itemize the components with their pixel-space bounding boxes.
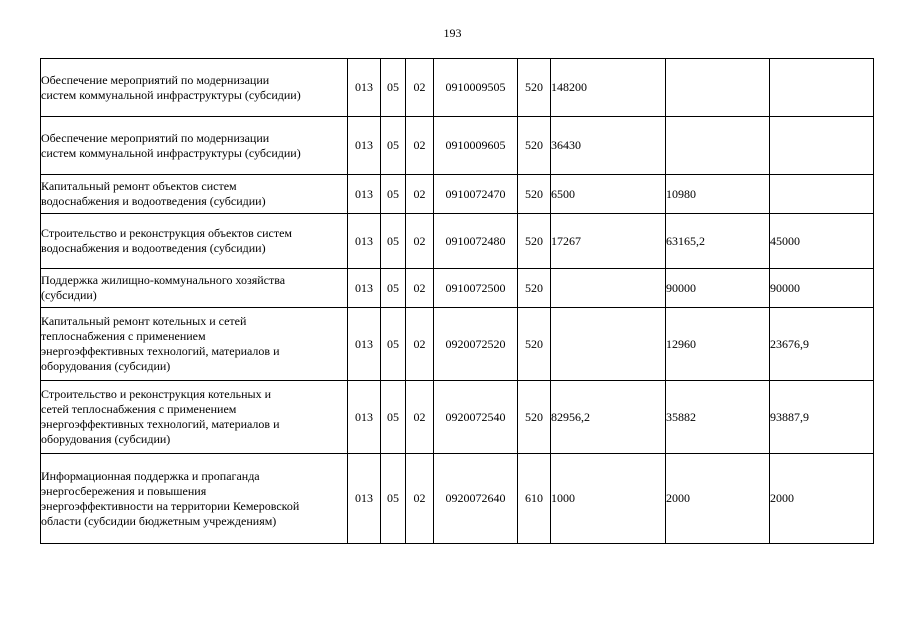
- target-article-cell: 0910009605: [434, 117, 518, 175]
- expense-type-cell: 610: [518, 454, 551, 544]
- target-article-cell: 0920072520: [434, 308, 518, 381]
- amount-year2-cell: 12960: [666, 308, 770, 381]
- section-code-cell: 05: [381, 269, 406, 308]
- amount-year1-cell: 6500: [551, 175, 666, 214]
- section-code-cell: 05: [381, 454, 406, 544]
- expense-type-cell: 520: [518, 308, 551, 381]
- section-code-cell: 05: [381, 175, 406, 214]
- table-row: [41, 175, 874, 214]
- expenditure-name-line: оборудования (субсидии): [41, 359, 171, 373]
- amount-year3-cell: 90000: [770, 269, 874, 308]
- amount-year1-cell: 17267: [551, 214, 666, 269]
- expenditure-name-cell: [41, 269, 348, 308]
- amount-year3-cell: 93887,9: [770, 381, 874, 454]
- amount-year2-cell: [666, 59, 770, 117]
- expenditure-name-line: Обеспечение мероприятий по модернизации: [41, 72, 270, 87]
- subsection-code-cell: 02: [406, 59, 434, 117]
- ministry-code-cell: 013: [348, 214, 381, 269]
- amount-year3-cell: 2000: [770, 454, 874, 544]
- expenditure-name-line: оборудования (субсидии): [41, 432, 171, 446]
- expenditure-name-line: Строительство и реконструкция котельных и: [41, 387, 271, 401]
- table-row: [41, 117, 874, 175]
- amount-year1-cell: 36430: [551, 117, 666, 175]
- expenditure-name-cell: [41, 117, 348, 175]
- amount-year1-cell: 148200: [551, 59, 666, 117]
- expense-type-cell: 520: [518, 59, 551, 117]
- table-row: [41, 454, 874, 544]
- expenditure-name-line: систем коммунальной инфраструктуры (субсидии): [41, 87, 301, 102]
- ministry-code-cell: 013: [348, 381, 381, 454]
- amount-year2-cell: 2000: [666, 454, 770, 544]
- subsection-code-cell: 02: [406, 117, 434, 175]
- amount-year2-cell: [666, 117, 770, 175]
- amount-year3-cell: [770, 117, 874, 175]
- amount-year2-cell: 35882: [666, 381, 770, 454]
- amount-year2-cell: 63165,2: [666, 214, 770, 269]
- ministry-code-cell: 013: [348, 175, 381, 214]
- amount-year1-cell: 1000: [551, 454, 666, 544]
- amount-year3-cell: [770, 175, 874, 214]
- expenditure-name-line: энергоэффективных технологий, материалов и: [41, 344, 280, 358]
- subsection-code-cell: 02: [406, 308, 434, 381]
- amount-year1-cell: [551, 308, 666, 381]
- subsection-code-cell: 02: [406, 381, 434, 454]
- expenditure-name-cell: [41, 59, 348, 117]
- expenditure-name-line: Капитальный ремонт объектов систем: [41, 179, 237, 193]
- amount-year2-cell: 10980: [666, 175, 770, 214]
- amount-year3-cell: 23676,9: [770, 308, 874, 381]
- expenditure-name-line: теплоснабжения с применением: [41, 329, 206, 343]
- target-article-cell: 0920072640: [434, 454, 518, 544]
- target-article-cell: 0910072470: [434, 175, 518, 214]
- expenditure-name-line: водоснабжения и водоотведения (субсидии): [41, 241, 266, 255]
- expense-type-cell: 520: [518, 214, 551, 269]
- expenditure-name-cell: [41, 214, 348, 269]
- subsection-code-cell: 02: [406, 175, 434, 214]
- expenditure-name-cell: [41, 454, 348, 544]
- expenditure-name-line: Капитальный ремонт котельных и сетей: [41, 314, 247, 328]
- page-number: 193: [443, 26, 462, 40]
- table-row: [41, 214, 874, 269]
- expenditure-name-line: водоснабжения и водоотведения (субсидии): [41, 194, 266, 208]
- target-article-cell: 0920072540: [434, 381, 518, 454]
- expenditure-name-cell: [41, 381, 348, 454]
- expenditure-name-line: (субсидии): [41, 288, 97, 302]
- target-article-cell: 0910009505: [434, 59, 518, 117]
- amount-year3-cell: [770, 59, 874, 117]
- ministry-code-cell: 013: [348, 117, 381, 175]
- expense-type-cell: 520: [518, 175, 551, 214]
- section-code-cell: 05: [381, 381, 406, 454]
- table-row: [41, 59, 874, 117]
- expenditure-name-cell: [41, 308, 348, 381]
- expenditure-name-line: энергоэффективных технологий, материалов и: [41, 417, 280, 431]
- expense-type-cell: 520: [518, 269, 551, 308]
- table-row: [41, 308, 874, 381]
- ministry-code-cell: 013: [348, 308, 381, 381]
- table-row: [41, 381, 874, 454]
- expenditure-name-line: Обеспечение мероприятий по модернизации: [41, 130, 270, 145]
- expenditure-name-line: энергоэффективности на территории Кемеровской: [41, 498, 300, 513]
- expenditure-name-line: Поддержка жилищно-коммунального хозяйства: [41, 273, 286, 287]
- amount-year1-cell: 82956,2: [551, 381, 666, 454]
- budget-table: [40, 58, 874, 544]
- subsection-code-cell: 02: [406, 454, 434, 544]
- expenditure-name-line: энергосбережения и повышения: [41, 483, 207, 498]
- ministry-code-cell: 013: [348, 59, 381, 117]
- expenditure-name-line: систем коммунальной инфраструктуры (субсидии): [41, 145, 301, 160]
- target-article-cell: 0910072480: [434, 214, 518, 269]
- expenditure-name-line: Информационная поддержка и пропаганда: [41, 468, 260, 483]
- expense-type-cell: 520: [518, 381, 551, 454]
- subsection-code-cell: 02: [406, 214, 434, 269]
- section-code-cell: 05: [381, 59, 406, 117]
- ministry-code-cell: 013: [348, 269, 381, 308]
- expenditure-name-line: сетей теплоснабжения с применением: [41, 402, 237, 416]
- table-row: [41, 269, 874, 308]
- amount-year3-cell: 45000: [770, 214, 874, 269]
- section-code-cell: 05: [381, 214, 406, 269]
- ministry-code-cell: 013: [348, 454, 381, 544]
- subsection-code-cell: 02: [406, 269, 434, 308]
- expenditure-name-cell: [41, 175, 348, 214]
- target-article-cell: 0910072500: [434, 269, 518, 308]
- expense-type-cell: 520: [518, 117, 551, 175]
- expenditure-name-line: области (субсидии бюджетным учреждениям): [41, 513, 277, 528]
- section-code-cell: 05: [381, 117, 406, 175]
- expenditure-name-line: Строительство и реконструкция объектов систем: [41, 226, 292, 240]
- amount-year2-cell: 90000: [666, 269, 770, 308]
- section-code-cell: 05: [381, 308, 406, 381]
- amount-year1-cell: [551, 269, 666, 308]
